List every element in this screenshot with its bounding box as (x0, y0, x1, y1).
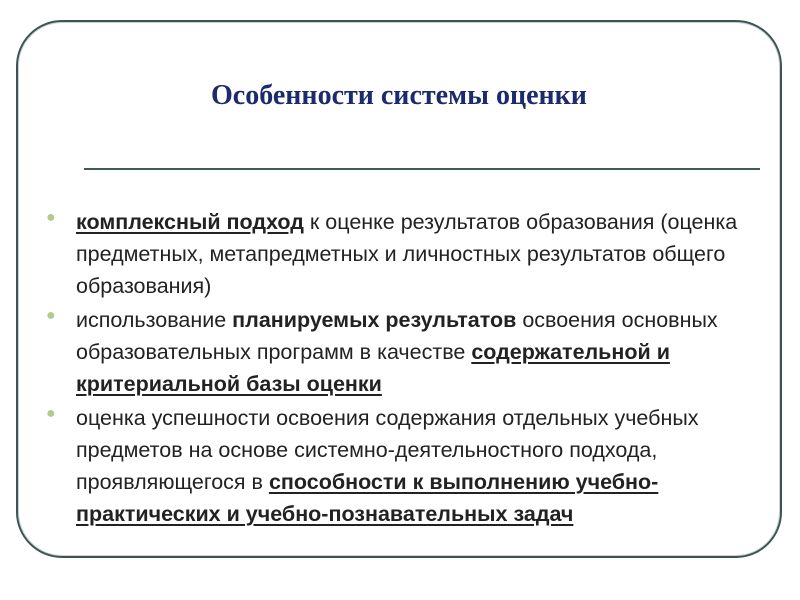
list-item (46, 206, 788, 302)
body-text: использование (76, 308, 233, 332)
bullet-dot-icon: ● (46, 209, 56, 226)
body-text: освоения основных образовательных программ в качестве (76, 308, 718, 364)
slide-title: Особенности системы оценки (211, 80, 587, 111)
bullet-list (46, 206, 788, 532)
emphasis-text: комплексный подход (76, 210, 304, 234)
list-item (46, 304, 788, 400)
bold-text: планируемых результатов (232, 308, 517, 332)
title-divider (84, 168, 760, 170)
slide-frame (16, 20, 782, 558)
body-text: оценка успешности освоения содержания отдельных учебных предметов на основе системно-деятельностного подхода, проявляющегося в (76, 406, 699, 494)
emphasis-text: способности к выполнению учебно-практических и учебно-познавательных задач (76, 470, 659, 526)
bullet-dot-icon: ● (46, 405, 56, 422)
list-item (46, 402, 788, 530)
emphasis-text: содержательной и критериальной базы оценки (76, 340, 670, 396)
bullet-dot-icon: ● (46, 307, 56, 324)
body-text: к оценке результатов образования (оценка предметных, метапредметных и личностных результатов общего образования) (76, 210, 738, 298)
